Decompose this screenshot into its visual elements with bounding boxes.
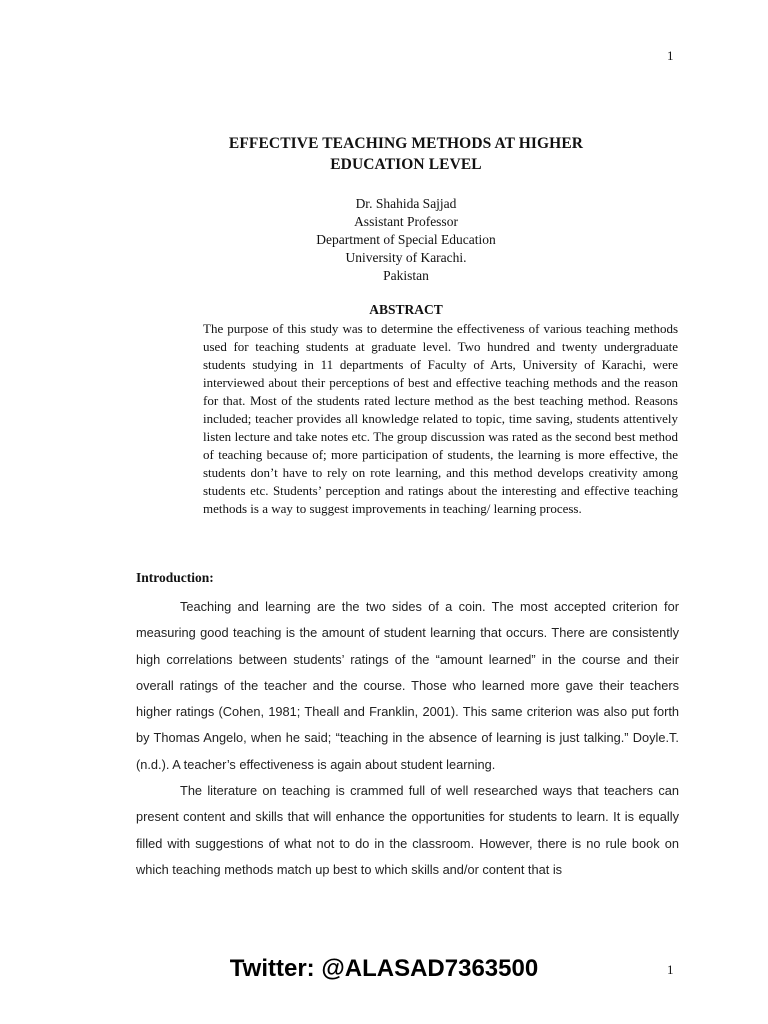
twitter-handle-footer: Twitter: @ALASAD7363500 [229,955,539,982]
abstract-heading: ABSTRACT [369,302,443,317]
author-name: Dr. Shahida Sajjad [355,196,457,211]
page-number-bottom: 1 [667,962,674,977]
author-university: University of Karachi. [345,250,467,265]
introduction-paragraph-2: The literature on teaching is crammed full of well researched ways that teachers can present content and skills that will enhance the opportunities for students to learn. It is equally filled with suggestions of what not to do in the classroom. However, there is no rule book on which teaching methods match up best to which skills and/or content that is [136,783,679,877]
paper-title [0,133,768,175]
abstract-text: The purpose of this study was to determine the effectiveness of various teaching methods used for teaching students at graduate level. Two hundred and twenty undergraduate students studying in 11 departments of Faculty of Arts, University of Karachi, were interviewed about their perceptions of best and effective teaching methods and the reason for that. Most of the students rated lecture method as the best teaching method. Reasons included; teacher provides all knowledge related to topic, time saving, students attentively listen lecture and take notes etc. The group discussion was rated as the second best method of teaching because of; more participation of students, the learning is more effective, the students don’t have to rely on rote learning, and this method develops creativity among students etc. Students’ perception and ratings about the interesting and effective teaching methods is a way to suggest improvements in teaching/ learning process. [203,321,678,517]
page-number-top: 1 [667,48,674,63]
author-position: Assistant Professor [354,214,458,229]
introduction-paragraph-1: Teaching and learning are the two sides of a coin. The most accepted criterion for measuring good teaching is the amount of student learning that occurs. There are consistently high correlations between students’ ratings of the “amount learned” in the course and their overall ratings of the teacher and the course. Those who learned more gave their teachers higher ratings (Cohen, 1981; Theall and Franklin, 2001). This same criterion was also put forth by Thomas Angelo, when he said; “teaching in the absence of learning is just talking.” Doyle.T. (n.d.). A teacher’s effectiveness is again about student learning. [136,599,679,772]
introduction-heading: Introduction: [136,570,214,585]
introduction-body [136,594,679,883]
paper-title-line-1: EFFECTIVE TEACHING METHODS AT HIGHER [228,135,584,152]
paper-title-line-2: EDUCATION LEVEL [330,156,482,173]
author-department: Department of Special Education [316,232,496,247]
author-block [0,195,768,285]
author-country: Pakistan [383,268,429,283]
